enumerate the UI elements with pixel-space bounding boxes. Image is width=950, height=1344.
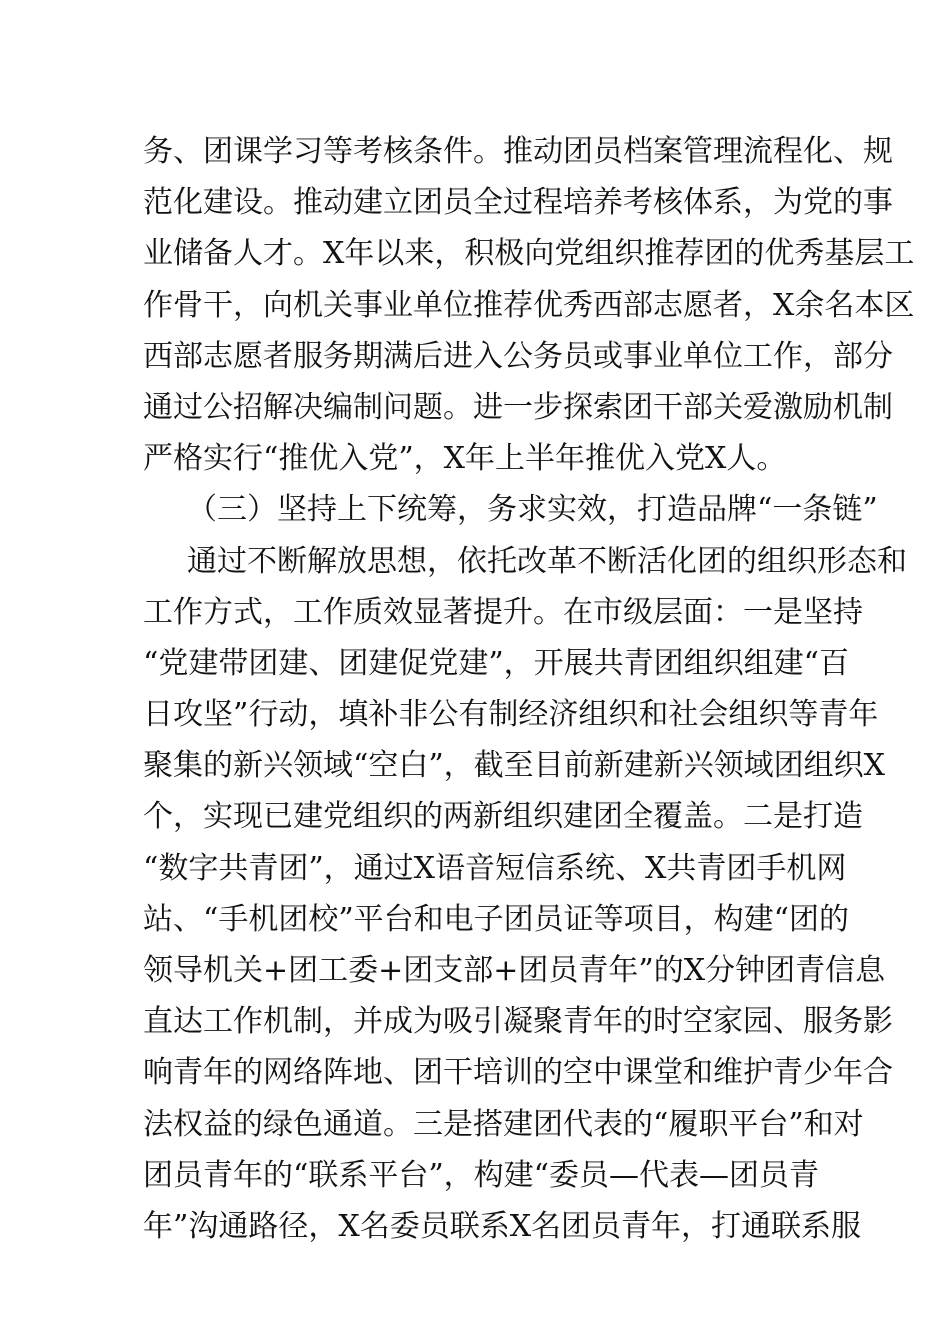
text-line: “数字共青团”，通过X语音短信系统、X共青团手机网	[143, 850, 847, 886]
text-line: 直达工作机制，并成为吸引凝聚青年的时空家园、服务影	[143, 1004, 893, 1040]
text-line: 响青年的网络阵地、团干培训的空中课堂和维护青少年合	[143, 1055, 893, 1091]
text-line: 法权益的绿色通道。三是搭建团代表的“履职平台”和对	[143, 1106, 864, 1142]
text-line: 通过公招解决编制问题。进一步探索团干部关爱激励机制	[143, 389, 893, 425]
text-line: 领导机关+团工委+团支部+团员青年”的X分钟团青信息	[143, 953, 886, 988]
text-line: 年”沟通路径，X名委员联系X名团员青年，打通联系服	[143, 1208, 862, 1244]
text-line: 西部志愿者服务期满后进入公务员或事业单位工作，部分	[143, 338, 893, 374]
text-line: 业储备人才。X年以来，积极向党组织推荐团的优秀基层工	[143, 236, 915, 272]
text-line: 站、“手机团校”平台和电子团员证等项目，构建“团的	[143, 901, 850, 937]
text-line: 聚集的新兴领域“空白”，截至目前新建新兴领域团组织X	[143, 748, 886, 784]
paragraph-first-line: 通过不断解放思想，依托改革不断活化团的组织形态和	[187, 543, 907, 579]
text-line: 个，实现已建党组织的两新组织建团全覆盖。二是打造	[143, 799, 863, 835]
text-line: 严格实行“推优入党”，X年上半年推优入党X人。	[143, 441, 787, 477]
text-line: 工作方式，工作质效显著提升。在市级层面：一是坚持	[143, 594, 863, 630]
text-line: 团员青年的“联系平台”，构建“委员—代表—团员青	[143, 1157, 820, 1193]
text-line: “党建带团建、团建促党建”，开展共青团组织组建“百	[143, 645, 850, 681]
section-heading: （三）坚持上下统筹，务求实效，打造品牌“一条链”	[187, 492, 878, 528]
text-line: 范化建设。推动建立团员全过程培养考核体系，为党的事	[143, 185, 893, 221]
document-body	[143, 126, 915, 1252]
text-line: 作骨干，向机关事业单位推荐优秀西部志愿者，X余名本区	[143, 287, 915, 323]
text-line: 日攻坚”行动，填补非公有制经济组织和社会组织等青年	[143, 697, 879, 733]
text-line: 务、团课学习等考核条件。推动团员档案管理流程化、规	[143, 134, 893, 169]
